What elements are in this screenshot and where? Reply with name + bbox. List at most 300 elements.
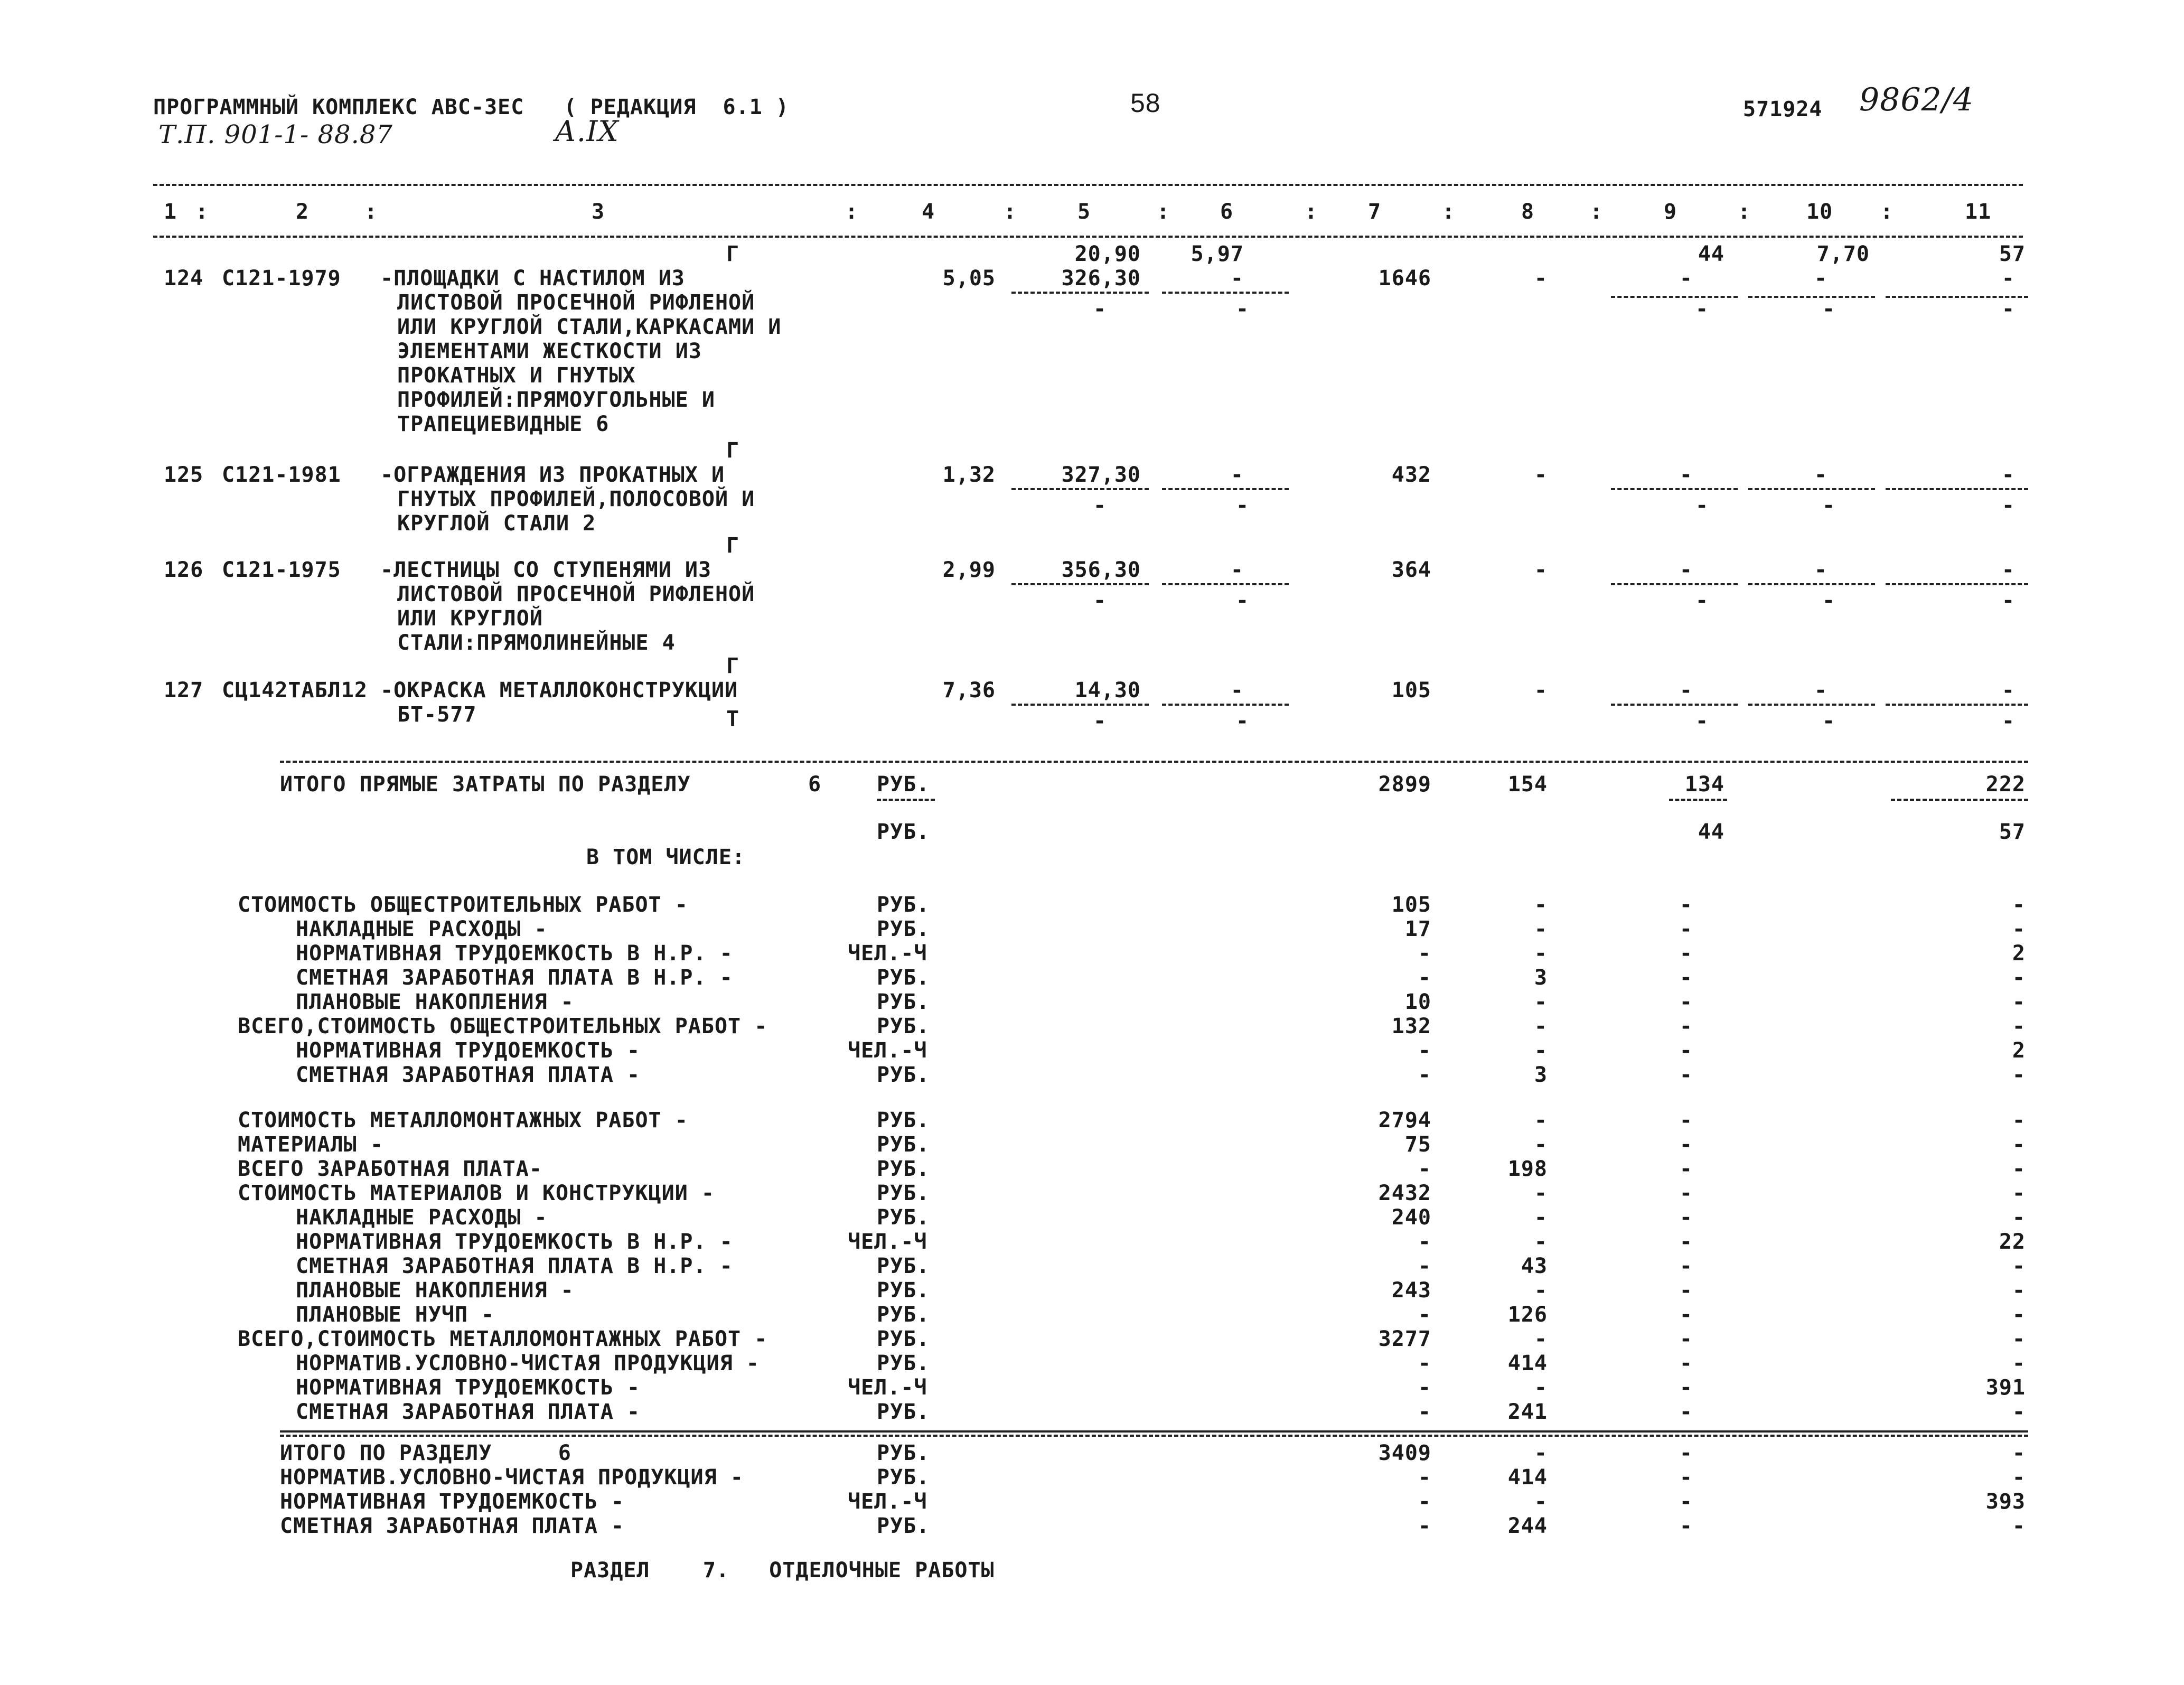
total-value: 154	[1507, 772, 1548, 797]
summary-value: -	[2012, 1351, 2026, 1375]
cell-value: -	[2002, 493, 2016, 518]
summary-label: ПЛАНОВЫЕ НУЧП -	[296, 1303, 495, 1327]
cell-value: -	[1695, 709, 1709, 733]
summary-value: 126	[1507, 1303, 1548, 1327]
unit: РУБ.	[877, 1157, 930, 1181]
row-description: -ЛЕСТНИЦЫ СО СТУПЕНЯМИ ИЗ	[380, 558, 712, 582]
row-description: ЭЛЕМЕНТАМИ ЖЕСТКОСТИ ИЗ	[397, 339, 702, 363]
sub-rule	[1611, 704, 1738, 706]
sub-rule	[1011, 488, 1149, 490]
cell-value: -	[1236, 297, 1250, 321]
cell-value: -	[1534, 558, 1548, 582]
cell-value: -	[2002, 588, 2016, 613]
column-separator: :	[1004, 200, 1017, 224]
cell-value: -	[1236, 588, 1250, 613]
summary-value: -	[1418, 1303, 1431, 1327]
summary-label: ВСЕГО,СТОИМОСТЬ МЕТАЛЛОМОНТАЖНЫХ РАБОТ -	[238, 1327, 768, 1351]
row-description: ЛИСТОВОЙ ПРОСЕЧНОЙ РИФЛЕНОЙ	[397, 291, 755, 315]
section-total-label: НОРМАТИВ.УСЛОВНО-ЧИСТАЯ ПРОДУКЦИЯ -	[280, 1465, 744, 1490]
unit: РУБ.	[877, 1278, 930, 1303]
row-description: ГНУТЫХ ПРОФИЛЕЙ,ПОЛОСОВОЙ И	[397, 487, 755, 511]
sub-rule	[1886, 583, 2028, 585]
header-rule-bottom	[153, 236, 2023, 238]
summary-value: -	[1679, 941, 1693, 966]
summary-label: ПЛАНОВЫЕ НАКОПЛЕНИЯ -	[296, 990, 574, 1014]
summary-value: -	[1679, 893, 1693, 917]
summary-label: СМЕТНАЯ ЗАРАБОТНАЯ ПЛАТА -	[296, 1063, 641, 1087]
sub-rule	[1011, 704, 1149, 706]
sub-rule	[1162, 292, 1289, 294]
summary-value: -	[1679, 1108, 1693, 1132]
row-number: 125	[164, 463, 204, 487]
summary-value: -	[1534, 1014, 1548, 1038]
cell-value: -	[1814, 558, 1827, 582]
summary-value: -	[1534, 1132, 1548, 1157]
cell-value: -	[1679, 463, 1693, 487]
cell-value: -	[2001, 266, 2015, 291]
cell-value: -	[1695, 588, 1709, 613]
cell-value: -	[1230, 558, 1244, 582]
coef-value: 44	[1698, 242, 1724, 266]
summary-value: 241	[1507, 1400, 1548, 1424]
summary-value: 43	[1521, 1254, 1548, 1278]
row-description: СТАЛИ:ПРЯМОЛИНЕЙНЫЕ 4	[397, 631, 676, 655]
summary-label: НОРМАТИВ.УСЛОВНО-ЧИСТАЯ ПРОДУКЦИЯ -	[296, 1351, 760, 1375]
cell-value: -	[1679, 558, 1693, 582]
summary-value: -	[1418, 941, 1431, 966]
section-total-value: 244	[1507, 1514, 1548, 1538]
sub-rule	[1891, 799, 2028, 801]
sub-rule	[1011, 583, 1149, 585]
summary-value: -	[1534, 1327, 1548, 1351]
summary-label: СМЕТНАЯ ЗАРАБОТНАЯ ПЛАТА В Н.Р. -	[296, 1254, 733, 1278]
summary-value: -	[1418, 1157, 1431, 1181]
summary-value: -	[1679, 1230, 1693, 1254]
summary-value: -	[1534, 1108, 1548, 1132]
row-number: 124	[164, 266, 204, 291]
next-section-title: РАЗДЕЛ 7. ОТДЕЛОЧНЫЕ РАБОТЫ	[570, 1558, 995, 1583]
unit: РУБ.	[877, 1303, 930, 1327]
sub-rule	[1748, 488, 1875, 490]
column-number: 7	[1368, 200, 1382, 224]
total-cost: 364	[1391, 558, 1431, 582]
summary-value: -	[1679, 917, 1693, 941]
summary-value: -	[1534, 893, 1548, 917]
section-total-rule	[280, 1430, 2028, 1433]
unit: РУБ.	[877, 772, 930, 797]
summary-value: -	[1418, 1375, 1431, 1400]
summary-value: 391	[1985, 1375, 2026, 1400]
row-number: 126	[164, 558, 204, 582]
quantity: 7,36	[942, 678, 996, 703]
section-total-value: -	[1679, 1490, 1693, 1514]
column-separator: :	[364, 200, 378, 224]
summary-value: -	[1534, 1230, 1548, 1254]
summary-value: -	[2012, 1108, 2026, 1132]
cell-value: -	[2002, 709, 2016, 733]
sub-rule	[1886, 488, 2028, 490]
summary-value: 240	[1391, 1205, 1431, 1230]
cell-value: -	[1236, 493, 1250, 518]
summary-label: СТОИМОСТЬ ОБЩЕСТРОИТЕЛЬНЫХ РАБОТ -	[238, 893, 688, 917]
row-description: ПРОФИЛЕЙ:ПРЯМОУГОЛЬНЫЕ И	[397, 388, 715, 412]
unit: ЧЕЛ.-Ч	[848, 1038, 927, 1063]
section-total-value: -	[1679, 1441, 1693, 1465]
row-description: ЛИСТОВОЙ ПРОСЕЧНОЙ РИФЛЕНОЙ	[397, 582, 755, 606]
unit: РУБ.	[877, 1254, 930, 1278]
handwritten-number: 9862/4	[1859, 81, 1974, 118]
rate-code: С121-1981	[222, 463, 341, 487]
section-total-value: -	[2012, 1441, 2026, 1465]
column-number: 2	[296, 200, 310, 224]
column-separator: :	[1442, 200, 1456, 224]
cell-value: -	[1695, 297, 1709, 321]
unit: РУБ.	[877, 1465, 930, 1490]
quantity: 1,32	[942, 463, 996, 487]
section-number: 6	[808, 772, 822, 797]
unit-price: 356,30	[1061, 558, 1141, 582]
section-total-value: -	[1418, 1514, 1431, 1538]
cell-value: -	[1534, 266, 1548, 291]
column-number: 4	[922, 200, 935, 224]
cell-value: -	[1695, 493, 1709, 518]
section-total-value: 3409	[1378, 1441, 1431, 1465]
summary-value: 2	[2012, 941, 2026, 966]
summary-value: -	[1679, 1375, 1693, 1400]
summary-label: СМЕТНАЯ ЗАРАБОТНАЯ ПЛАТА -	[296, 1400, 641, 1424]
cell-value: -	[1822, 297, 1836, 321]
summary-value: -	[1679, 1181, 1693, 1205]
summary-value: 17	[1404, 917, 1431, 941]
summary-label: НОРМАТИВНАЯ ТРУДОЕМКОСТЬ -	[296, 1375, 641, 1400]
column-separator: :	[1157, 200, 1170, 224]
summary-label: НАКЛАДНЫЕ РАСХОДЫ -	[296, 917, 548, 941]
summary-value: -	[2012, 990, 2026, 1014]
summary-value: -	[1534, 917, 1548, 941]
cell-value: -	[1230, 678, 1244, 703]
unit: РУБ.	[877, 990, 930, 1014]
summary-value: -	[1534, 1181, 1548, 1205]
summary-value: -	[2012, 1400, 2026, 1424]
total-value: 222	[1985, 772, 2026, 797]
summary-value: 243	[1391, 1278, 1431, 1303]
cell-value: -	[1534, 678, 1548, 703]
row-description: ТРАПЕЦИЕВИДНЫЕ 6	[397, 412, 610, 436]
summary-value: -	[1679, 1254, 1693, 1278]
summary-value: -	[1418, 1230, 1431, 1254]
summary-value: -	[1534, 1038, 1548, 1063]
quantity: 2,99	[942, 558, 996, 582]
total-value: 2899	[1378, 772, 1431, 797]
cell-value: -	[1093, 709, 1107, 733]
summary-value: -	[1679, 1038, 1693, 1063]
cell-value: -	[1230, 266, 1244, 291]
section-total-label: ИТОГО ПО РАЗДЕЛУ 6	[280, 1441, 571, 1465]
unit: РУБ.	[877, 1514, 930, 1538]
summary-value: 75	[1404, 1132, 1431, 1157]
summary-value: 2	[2012, 1038, 2026, 1063]
total-value: 44	[1698, 820, 1724, 844]
summary-value: -	[1534, 1205, 1548, 1230]
summary-value: -	[1534, 1278, 1548, 1303]
row-description: ИЛИ КРУГЛОЙ СТАЛИ,КАРКАСАМИ И	[397, 315, 782, 339]
sub-rule	[1611, 296, 1738, 298]
summary-value: -	[2012, 1205, 2026, 1230]
summary-label: ВСЕГО ЗАРАБОТНАЯ ПЛАТА-	[238, 1157, 542, 1181]
summary-value: -	[2012, 1063, 2026, 1087]
cell-value: -	[1679, 678, 1693, 703]
cell-value: -	[1822, 588, 1836, 613]
summary-value: 10	[1404, 990, 1431, 1014]
summary-value: -	[2012, 1181, 2026, 1205]
unit: РУБ.	[877, 917, 930, 941]
section-total-value: 414	[1507, 1465, 1548, 1490]
cell-value: -	[1679, 266, 1693, 291]
unit: РУБ.	[877, 820, 930, 844]
sub-rule	[1886, 704, 2028, 706]
cell-value: -	[2001, 463, 2015, 487]
unit: РУБ.	[877, 1441, 930, 1465]
summary-label: НОРМАТИВНАЯ ТРУДОЕМКОСТЬ В Н.Р. -	[296, 1230, 733, 1254]
summary-value: -	[1679, 966, 1693, 990]
rate-code: С121-1975	[222, 558, 341, 582]
sub-rule	[1748, 296, 1875, 298]
section-total-value: -	[1534, 1441, 1548, 1465]
summary-value: -	[1679, 1014, 1693, 1038]
unit: РУБ.	[877, 1132, 930, 1157]
summary-value: -	[1534, 941, 1548, 966]
cell-value: -	[1093, 493, 1107, 518]
summary-value: -	[1534, 1375, 1548, 1400]
summary-value: -	[2012, 1014, 2026, 1038]
column-separator: :	[195, 200, 209, 224]
summary-value: -	[1679, 1303, 1693, 1327]
cell-value: -	[1822, 493, 1836, 518]
unit: РУБ.	[877, 1400, 930, 1424]
row-description: -ОГРАЖДЕНИЯ ИЗ ПРОКАТНЫХ И	[380, 463, 725, 487]
summary-value: 132	[1391, 1014, 1431, 1038]
summary-label: ВСЕГО,СТОИМОСТЬ ОБЩЕСТРОИТЕЛЬНЫХ РАБОТ -	[238, 1014, 768, 1038]
cell-value: -	[1534, 463, 1548, 487]
summary-value: -	[2012, 966, 2026, 990]
unit: ЧЕЛ.-Ч	[848, 1375, 927, 1400]
summary-value: 3	[1534, 1063, 1548, 1087]
section-total-value: -	[1679, 1514, 1693, 1538]
summary-value: -	[1418, 1063, 1431, 1087]
section-total-value: -	[1679, 1465, 1693, 1490]
summary-value: -	[1418, 1254, 1431, 1278]
coef-value: 57	[1999, 242, 2026, 266]
section-total-value: -	[1418, 1465, 1431, 1490]
cell-value: -	[2002, 297, 2016, 321]
sub-rule	[877, 799, 935, 801]
unit-marker: Г	[726, 438, 740, 463]
cell-value: -	[1822, 709, 1836, 733]
total-cost: 105	[1391, 678, 1431, 703]
summary-label: НОРМАТИВНАЯ ТРУДОЕМКОСТЬ -	[296, 1038, 641, 1063]
total-cost: 1646	[1378, 266, 1431, 291]
column-number: 8	[1521, 200, 1535, 224]
summary-label: НОРМАТИВНАЯ ТРУДОЕМКОСТЬ В Н.Р. -	[296, 941, 733, 966]
unit: РУБ.	[877, 1327, 930, 1351]
section-total-value: -	[2012, 1465, 2026, 1490]
summary-value: -	[2012, 1132, 2026, 1157]
album-mark: А.IX	[555, 115, 619, 148]
section-total-value: -	[2012, 1514, 2026, 1538]
cell-value: -	[1093, 588, 1107, 613]
summary-value: -	[2012, 1278, 2026, 1303]
summary-value: -	[1418, 966, 1431, 990]
summary-value: -	[1679, 1400, 1693, 1424]
cell-value: -	[1814, 463, 1827, 487]
row-number: 127	[164, 678, 204, 703]
page-number: 58	[1130, 88, 1161, 118]
unit: РУБ.	[877, 1351, 930, 1375]
summary-value: 3	[1534, 966, 1548, 990]
summary-value: -	[1679, 1132, 1693, 1157]
unit: РУБ.	[877, 1181, 930, 1205]
summary-label: СТОИМОСТЬ МАТЕРИАЛОВ И КОНСТРУКЦИИ -	[238, 1181, 715, 1205]
section-total-label: НОРМАТИВНАЯ ТРУДОЕМКОСТЬ -	[280, 1490, 625, 1514]
unit: РУБ.	[877, 893, 930, 917]
section-total-value: 393	[1985, 1490, 2026, 1514]
quantity: 5,05	[942, 266, 996, 291]
total-value: 57	[1999, 820, 2026, 844]
column-number: 9	[1664, 200, 1677, 224]
rate-code: С121-1979	[222, 266, 341, 291]
summary-value: -	[2012, 1254, 2026, 1278]
column-number: 11	[1965, 200, 1992, 224]
cell-value: -	[1230, 463, 1244, 487]
summary-value: -	[1418, 1038, 1431, 1063]
sub-rule	[1162, 583, 1289, 585]
summary-value: -	[2012, 1327, 2026, 1351]
unit: РУБ.	[877, 1063, 930, 1087]
including-label: В ТОМ ЧИСЛЕ:	[586, 845, 745, 869]
unit: РУБ.	[877, 1108, 930, 1132]
summary-value: -	[1679, 1157, 1693, 1181]
sub-rule	[1162, 488, 1289, 490]
sub-rule	[1748, 704, 1875, 706]
program-line: ПРОГРАММНЫЙ КОМПЛЕКС АВС-3ЕС ( РЕДАКЦИЯ 6.1 )	[153, 95, 789, 119]
unit: ЧЕЛ.-Ч	[848, 1490, 927, 1514]
summary-label: ПЛАНОВЫЕ НАКОПЛЕНИЯ -	[296, 1278, 574, 1303]
row-description: ИЛИ КРУГЛОЙ	[397, 606, 543, 631]
summary-value: -	[1679, 1278, 1693, 1303]
cell-value: -	[1814, 678, 1827, 703]
section-total-rule	[280, 1435, 2028, 1437]
cell-value: -	[1236, 709, 1250, 733]
summary-label: СТОИМОСТЬ МЕТАЛЛОМОНТАЖНЫХ РАБОТ -	[238, 1108, 688, 1132]
rate-code: СЦ142ТАБЛ12	[222, 678, 368, 703]
summary-value: -	[2012, 893, 2026, 917]
summary-value: 2432	[1378, 1181, 1431, 1205]
section-total-label: СМЕТНАЯ ЗАРАБОТНАЯ ПЛАТА -	[280, 1514, 625, 1538]
summary-value: -	[2012, 1303, 2026, 1327]
sub-rule	[1748, 583, 1875, 585]
column-separator: :	[1738, 200, 1751, 224]
unit: ЧЕЛ.-Ч	[848, 1230, 927, 1254]
project-code: Т.П. 901-1- 88.87	[158, 120, 393, 149]
summary-value: -	[2012, 1157, 2026, 1181]
row-description: БТ-577	[397, 703, 477, 727]
unit: РУБ.	[877, 1205, 930, 1230]
sub-rule	[1011, 292, 1149, 294]
summary-value: 105	[1391, 893, 1431, 917]
unit-price: 326,30	[1061, 266, 1141, 291]
column-number: 3	[592, 200, 605, 224]
total-rule	[280, 761, 2028, 763]
column-number: 6	[1220, 200, 1234, 224]
column-separator: :	[1590, 200, 1604, 224]
summary-value: 2794	[1378, 1108, 1431, 1132]
row-description: -ПЛОЩАДКИ С НАСТИЛОМ ИЗ	[380, 266, 685, 291]
doc-number: 571924	[1743, 97, 1823, 121]
summary-value: -	[1418, 1400, 1431, 1424]
sub-rule	[1669, 799, 1727, 801]
total-cost: 432	[1391, 463, 1431, 487]
sub-rule	[1611, 488, 1738, 490]
unit-price: 14,30	[1074, 678, 1141, 703]
cell-value: -	[2001, 678, 2015, 703]
row-description: -ОКРАСКА МЕТАЛЛОКОНСТРУКЦИИ	[380, 678, 738, 703]
unit: РУБ.	[877, 1014, 930, 1038]
summary-value: -	[1534, 990, 1548, 1014]
cell-value: -	[2001, 558, 2015, 582]
unit-marker: Т	[726, 707, 740, 731]
summary-label: МАТЕРИАЛЫ -	[238, 1132, 383, 1157]
summary-value: -	[1679, 1205, 1693, 1230]
coef-value: 5,97	[1191, 242, 1244, 266]
column-separator: :	[1305, 200, 1318, 224]
sub-rule	[1611, 583, 1738, 585]
section-total-value: -	[1534, 1490, 1548, 1514]
summary-value: -	[1418, 1351, 1431, 1375]
summary-value: -	[1679, 1327, 1693, 1351]
sub-rule	[1162, 704, 1289, 706]
unit-marker: Г	[726, 654, 740, 678]
row-description: КРУГЛОЙ СТАЛИ 2	[397, 511, 596, 536]
summary-value: 198	[1507, 1157, 1548, 1181]
row-description: ПРОКАТНЫХ И ГНУТЫХ	[397, 363, 636, 388]
column-number: 1	[164, 200, 177, 224]
summary-value: 22	[1999, 1230, 2026, 1254]
unit: РУБ.	[877, 966, 930, 990]
coef-value: 20,90	[1074, 242, 1141, 266]
header-rule-top	[153, 184, 2023, 186]
summary-value: -	[2012, 917, 2026, 941]
unit: ЧЕЛ.-Ч	[848, 941, 927, 966]
column-number: 10	[1806, 200, 1833, 224]
coef-value: 7,70	[1816, 242, 1870, 266]
unit-marker: Г	[726, 242, 740, 266]
summary-value: 3277	[1378, 1327, 1431, 1351]
cell-value: -	[1814, 266, 1827, 291]
section-total-value: -	[1418, 1490, 1431, 1514]
unit-marker: Г	[726, 533, 740, 558]
cell-value: -	[1093, 297, 1107, 321]
column-number: 5	[1077, 200, 1091, 224]
summary-value: -	[1679, 1063, 1693, 1087]
unit-price: 327,30	[1061, 463, 1141, 487]
summary-label: СМЕТНАЯ ЗАРАБОТНАЯ ПЛАТА В Н.Р. -	[296, 966, 733, 990]
summary-label: НАКЛАДНЫЕ РАСХОДЫ -	[296, 1205, 548, 1230]
summary-value: -	[1679, 990, 1693, 1014]
summary-value: -	[1679, 1351, 1693, 1375]
total-direct-label: ИТОГО ПРЯМЫЕ ЗАТРАТЫ ПО РАЗДЕЛУ	[280, 772, 691, 797]
column-separator: :	[845, 200, 859, 224]
column-separator: :	[1880, 200, 1894, 224]
